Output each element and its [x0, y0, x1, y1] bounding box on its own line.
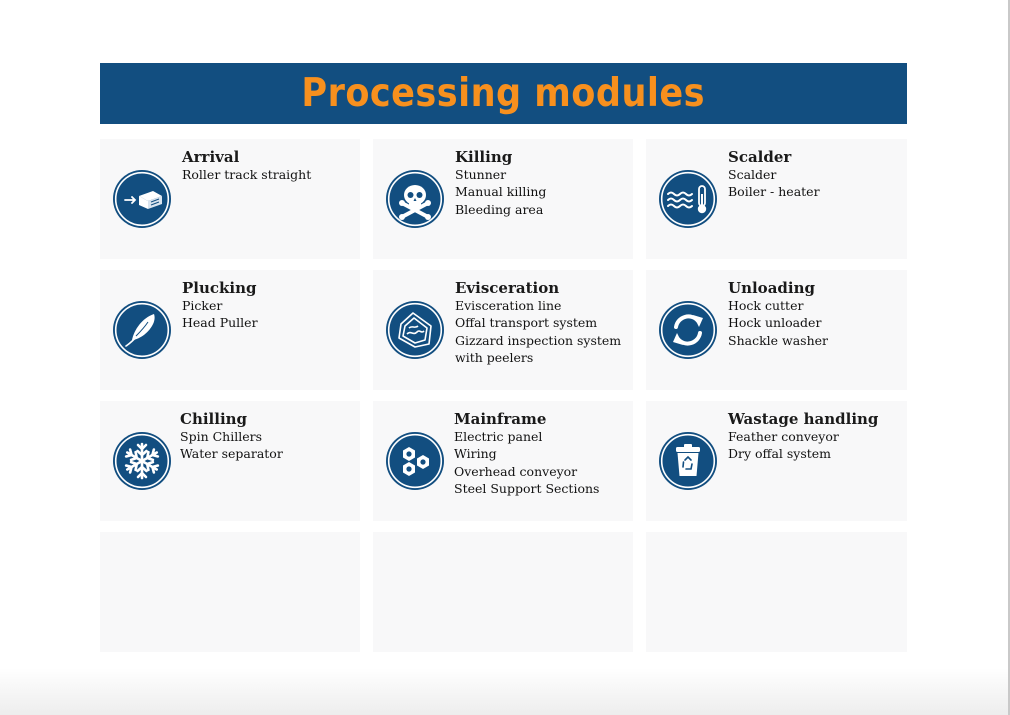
module-item: Roller track straight — [182, 167, 312, 182]
page-shadow — [0, 668, 1008, 715]
module-card-plucking — [100, 270, 360, 390]
module-title: Unloading — [728, 279, 815, 297]
module-item: Wiring — [454, 446, 497, 462]
module-item: Shackle washer — [728, 332, 828, 348]
module-item: Gizzard inspection system — [455, 332, 622, 348]
module-item: Picker — [182, 298, 223, 313]
title-banner — [100, 63, 907, 124]
module-card-unloading — [646, 270, 907, 390]
module-card-evisceration — [373, 270, 633, 390]
module-title: Chilling — [180, 410, 248, 428]
feather-icon — [112, 300, 172, 360]
arrival-icon — [112, 169, 172, 229]
empty-card — [100, 532, 360, 652]
refresh-icon — [658, 300, 718, 360]
module-title: Mainframe — [454, 410, 547, 428]
module-title: Evisceration — [455, 279, 560, 297]
module-card-mainframe — [373, 401, 633, 521]
page-title: Processing modules — [301, 71, 706, 116]
module-item: Manual killing — [455, 184, 547, 200]
snowflake-icon — [112, 431, 172, 491]
module-item: Head Puller — [182, 315, 258, 331]
module-title: Killing — [455, 148, 513, 166]
module-item: Hock cutter — [728, 298, 804, 313]
module-title: Wastage handling — [728, 410, 879, 428]
recycle-bin-icon — [658, 431, 718, 491]
module-item: Bleeding area — [455, 201, 544, 217]
empty-card — [373, 532, 633, 652]
module-card-scalder — [646, 139, 907, 259]
module-item: Feather conveyor — [728, 429, 839, 444]
module-card-wastage-handling — [646, 401, 907, 521]
module-item: Steel Support Sections — [454, 481, 600, 497]
module-card-arrival — [100, 139, 360, 259]
module-title: Scalder — [728, 148, 792, 166]
module-item: Boiler - heater — [728, 184, 820, 200]
module-item: Overhead conveyor — [454, 463, 578, 479]
module-item: Scalder — [728, 167, 777, 182]
modules-grid — [100, 139, 907, 652]
empty-card — [646, 532, 907, 652]
nuts-icon — [385, 431, 445, 491]
module-item: Hock unloader — [728, 315, 822, 331]
skull-icon — [385, 169, 445, 229]
module-item: with peelers — [455, 350, 534, 366]
module-item: Stunner — [455, 167, 507, 182]
module-card-killing — [373, 139, 633, 259]
module-item: Evisceration line — [455, 298, 562, 313]
module-item: Electric panel — [454, 429, 543, 444]
module-item: Offal transport system — [455, 315, 598, 331]
module-title: Arrival — [182, 148, 240, 166]
module-item: Spin Chillers — [180, 429, 262, 444]
module-item: Water separator — [180, 446, 283, 462]
module-item: Dry offal system — [728, 446, 832, 462]
evisceration-icon — [385, 300, 445, 360]
scalder-icon — [658, 169, 718, 229]
module-title: Plucking — [182, 279, 257, 297]
module-card-chilling — [100, 401, 360, 521]
